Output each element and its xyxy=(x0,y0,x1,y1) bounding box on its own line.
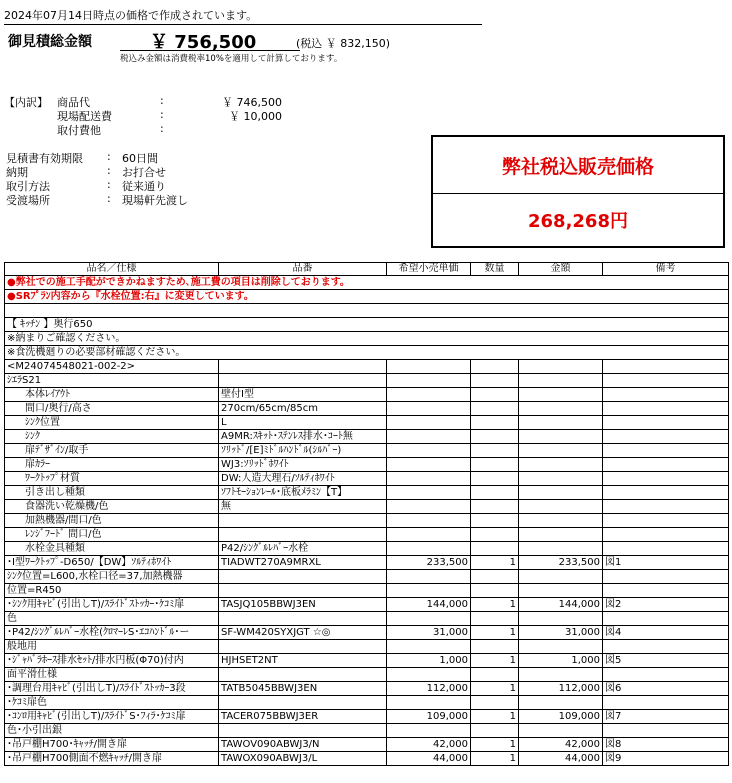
spec-row xyxy=(5,402,729,416)
spec-row xyxy=(5,444,729,458)
amount: 109,000 xyxy=(519,710,603,724)
table-row xyxy=(5,752,729,766)
total-amount: ￥ 756,500 xyxy=(150,32,257,53)
info-text: ｼｴﾗS21 xyxy=(5,374,219,388)
spec-name: ﾚﾝｼﾞﾌｰﾄﾞ 間口/色 xyxy=(5,528,219,542)
term-colon: : xyxy=(107,178,111,191)
sales-price-box xyxy=(431,135,725,248)
table-row xyxy=(5,584,729,598)
unit-price: 112,000 xyxy=(387,682,471,696)
amount: 44,000 xyxy=(519,752,603,766)
spec-row xyxy=(5,528,729,542)
notice-row xyxy=(5,276,729,290)
remarks: 図7 xyxy=(603,710,729,724)
product-name: 色･小引出銀 xyxy=(5,724,219,738)
product-code: TAWOX090ABWJ3/L xyxy=(219,752,387,766)
spec-value: WJ3:ｿﾘｯﾄﾞﾎﾜｲﾄ xyxy=(219,458,387,472)
table-row xyxy=(5,738,729,752)
divider xyxy=(120,50,300,51)
quote-date-line: 2024年07月14日時点の価格で作成されています。 xyxy=(4,9,258,22)
quantity: 1 xyxy=(471,626,519,640)
tax-note: 税込み金額は消費税率10%を適用して計算しております。 xyxy=(120,54,343,64)
spec-name: 食器洗い乾燥機/色 xyxy=(5,500,219,514)
spec-value xyxy=(219,514,387,528)
product-code: TATB5045BBWJ3EN xyxy=(219,682,387,696)
quantity: 1 xyxy=(471,710,519,724)
sales-price-value: 268,268円 xyxy=(528,211,628,232)
product-code: TACER075BBWJ3ER xyxy=(219,710,387,724)
table-row xyxy=(5,682,729,696)
spec-name: 水栓金具種類 xyxy=(5,542,219,556)
product-name: 般地用 xyxy=(5,640,219,654)
product-name: ･吊戸棚H700･ｷｬｯﾁ/開き扉 xyxy=(5,738,219,752)
term-label: 取引方法 xyxy=(6,180,50,193)
breakdown-item-name: 商品代 xyxy=(57,96,90,109)
term-value: お打合せ xyxy=(122,166,166,179)
spec-row xyxy=(5,458,729,472)
breakdown-item-name: 現場配送費 xyxy=(57,110,112,123)
info-row xyxy=(5,332,729,346)
info-row xyxy=(5,374,729,388)
term-value: 従来通り xyxy=(122,180,166,193)
info-row xyxy=(5,360,729,374)
spec-name: 引き出し種類 xyxy=(5,486,219,500)
table-row xyxy=(5,654,729,668)
product-code: TASJQ105BBWJ3EN xyxy=(219,598,387,612)
spec-row xyxy=(5,514,729,528)
table-row xyxy=(5,612,729,626)
spec-value: 無 xyxy=(219,500,387,514)
breakdown-colon: : xyxy=(160,108,164,121)
table-row xyxy=(5,640,729,654)
spec-value: 270cm/65cm/85cm xyxy=(219,402,387,416)
column-header: 備考 xyxy=(603,263,729,276)
product-name: ･調理台用ｷｬﾋﾞ(引出しT)/ｽﾗｲﾄﾞｽﾄｯｶｰ3段 xyxy=(5,682,219,696)
product-name: ･ｺﾝﾛ用ｷｬﾋﾞ(引出しT)/ｽﾗｲﾄﾞS･ﾌｨﾗ･ｹｺﾐ扉 xyxy=(5,710,219,724)
term-colon: : xyxy=(107,192,111,205)
product-name: 位置=R450 xyxy=(5,584,219,598)
spec-value: P42/ｼﾝｸﾞﾙﾚﾊﾞｰ水栓 xyxy=(219,542,387,556)
spec-value: 壁付I型 xyxy=(219,388,387,402)
quantity: 1 xyxy=(471,654,519,668)
spec-name: ｼﾝｸ xyxy=(5,430,219,444)
total-tax-included: (税込 ￥ 832,150) xyxy=(296,37,391,50)
table-row xyxy=(5,710,729,724)
sales-price-title: 弊社税込販売価格 xyxy=(433,137,723,194)
quantity: 1 xyxy=(471,598,519,612)
spec-row xyxy=(5,542,729,556)
product-code: TAWOV090ABWJ3/N xyxy=(219,738,387,752)
product-name: 面平滑仕様 xyxy=(5,668,219,682)
spec-row xyxy=(5,416,729,430)
term-label: 受渡場所 xyxy=(6,194,50,207)
spec-name: ﾜｰｸﾄｯﾌﾟ材質 xyxy=(5,472,219,486)
spec-name: 間口/奥行/高さ xyxy=(5,402,219,416)
column-header: 数量 xyxy=(471,263,519,276)
spec-name: ｼﾝｸ位置 xyxy=(5,416,219,430)
info-text: ※納まりご確認ください。 xyxy=(5,332,729,346)
info-text: 【 ｷｯﾁﾝ 】奥行650 xyxy=(5,318,729,332)
product-name: ･ｼﾝｸ用ｷｬﾋﾞ(引出しT)/ｽﾗｲﾄﾞｽﾄｯｶｰ･ｹｺﾐ扉 xyxy=(5,598,219,612)
notice-text: ●弊社での施工手配ができかねますため､施工費の項目は削除しております。 xyxy=(5,276,729,290)
notice-text: ●SRﾌﾟﾗﾝ内容から『水栓位置:右』に変更しています。 xyxy=(5,290,729,304)
info-row xyxy=(5,318,729,332)
spec-value: DW:人造大理石/ｿﾙﾃｨﾎﾜｲﾄ xyxy=(219,472,387,486)
product-name: ･吊戸棚H700側面不燃ｷｬｯﾁ/開き扉 xyxy=(5,752,219,766)
table-row xyxy=(5,556,729,570)
quantity: 1 xyxy=(471,738,519,752)
info-text: ※食洗機廻りの必要部材確認ください。 xyxy=(5,346,729,360)
remarks: 図1 xyxy=(603,556,729,570)
spec-name: 加熱機器/間口/色 xyxy=(5,514,219,528)
column-header: 品名／仕様 xyxy=(5,263,219,276)
table-row xyxy=(5,696,729,710)
unit-price: 42,000 xyxy=(387,738,471,752)
breakdown-item-value: ￥ 746,500 xyxy=(222,96,282,109)
unit-price: 1,000 xyxy=(387,654,471,668)
spec-value: ｿﾘｯﾄﾞ/[E]ﾐﾄﾞﾙﾊﾝﾄﾞﾙ(ｼﾙﾊﾞｰ) xyxy=(219,444,387,458)
spec-value: ｿﾌﾄﾓｰｼｮﾝﾚｰﾙ･底板ﾒﾗﾐﾝ【T】 xyxy=(219,486,387,500)
product-code: TIADWT270A9MRXL xyxy=(219,556,387,570)
remarks: 図6 xyxy=(603,682,729,696)
breakdown-item-value: ￥ 10,000 xyxy=(229,110,282,123)
product-code: HJHSET2NT xyxy=(219,654,387,668)
breakdown-colon: : xyxy=(160,94,164,107)
quantity: 1 xyxy=(471,752,519,766)
breakdown-label: 【内訳】 xyxy=(4,96,48,109)
notice-row xyxy=(5,290,729,304)
quantity: 1 xyxy=(471,682,519,696)
unit-price: 144,000 xyxy=(387,598,471,612)
info-row xyxy=(5,346,729,360)
table-row xyxy=(5,570,729,584)
spec-row xyxy=(5,486,729,500)
column-header: 希望小売単価 xyxy=(387,263,471,276)
remarks: 図4 xyxy=(603,626,729,640)
term-value: 現場軒先渡し xyxy=(122,194,188,207)
product-name: 色 xyxy=(5,612,219,626)
unit-price: 44,000 xyxy=(387,752,471,766)
spec-row xyxy=(5,388,729,402)
spec-name: 扉ﾃﾞｻﾞｲﾝ/取手 xyxy=(5,444,219,458)
total-label: 御見積総金額 xyxy=(8,34,92,50)
column-header: 品番 xyxy=(219,263,387,276)
spec-value: A9MR:ｽｷｯﾄ･ｽﾃﾝﾚｽ排水･ｺｰﾄ無 xyxy=(219,430,387,444)
quantity: 1 xyxy=(471,556,519,570)
quote-items-table xyxy=(4,262,729,766)
amount: 31,000 xyxy=(519,626,603,640)
table-row xyxy=(5,668,729,682)
term-colon: : xyxy=(107,150,111,163)
breakdown-item-name: 取付費他 xyxy=(57,124,101,137)
remarks: 図5 xyxy=(603,654,729,668)
product-name: ･ｹｺﾐ扉色 xyxy=(5,696,219,710)
unit-price: 109,000 xyxy=(387,710,471,724)
spec-row xyxy=(5,430,729,444)
spec-name: 本体ﾚｲｱｳﾄ xyxy=(5,388,219,402)
info-text: <M24074548021-002-2> xyxy=(5,360,219,374)
term-value: 60日間 xyxy=(122,152,158,165)
product-name: ･P42/ｼﾝｸﾞﾙﾚﾊﾞｰ水栓(ｸﾛﾏｰﾚS･ｴｺﾊﾝﾄﾞﾙ･ー xyxy=(5,626,219,640)
amount: 233,500 xyxy=(519,556,603,570)
table-header-row xyxy=(5,263,729,276)
term-colon: : xyxy=(107,164,111,177)
divider xyxy=(4,24,482,25)
table-row xyxy=(5,626,729,640)
term-label: 納期 xyxy=(6,166,28,179)
term-label: 見積書有効期限 xyxy=(6,152,83,165)
remarks: 図9 xyxy=(603,752,729,766)
spec-value xyxy=(219,528,387,542)
spec-value: L xyxy=(219,416,387,430)
spacer-row xyxy=(5,304,729,318)
amount: 42,000 xyxy=(519,738,603,752)
breakdown-colon: : xyxy=(160,122,164,135)
table-row xyxy=(5,724,729,738)
product-name: ･ｼﾞｬﾊﾞﾗﾎｰｽ排水ｾｯﾄ/排水円板(Φ70)付内 xyxy=(5,654,219,668)
unit-price: 233,500 xyxy=(387,556,471,570)
product-name: ｼﾝｸ位置=L600,水栓口径=37,加熱機器 xyxy=(5,570,219,584)
product-code: SF-WM420SYXJGT ☆◎ xyxy=(219,626,387,640)
column-header: 金額 xyxy=(519,263,603,276)
spec-name: 扉ｶﾗｰ xyxy=(5,458,219,472)
amount: 1,000 xyxy=(519,654,603,668)
spec-row xyxy=(5,500,729,514)
amount: 112,000 xyxy=(519,682,603,696)
product-name: ･I型ﾜｰｸﾄｯﾌﾟ-D650/【DW】ｿﾙﾃｨﾎﾜｲﾄ xyxy=(5,556,219,570)
unit-price: 31,000 xyxy=(387,626,471,640)
remarks: 図2 xyxy=(603,598,729,612)
table-row xyxy=(5,598,729,612)
amount: 144,000 xyxy=(519,598,603,612)
spec-row xyxy=(5,472,729,486)
remarks: 図8 xyxy=(603,738,729,752)
